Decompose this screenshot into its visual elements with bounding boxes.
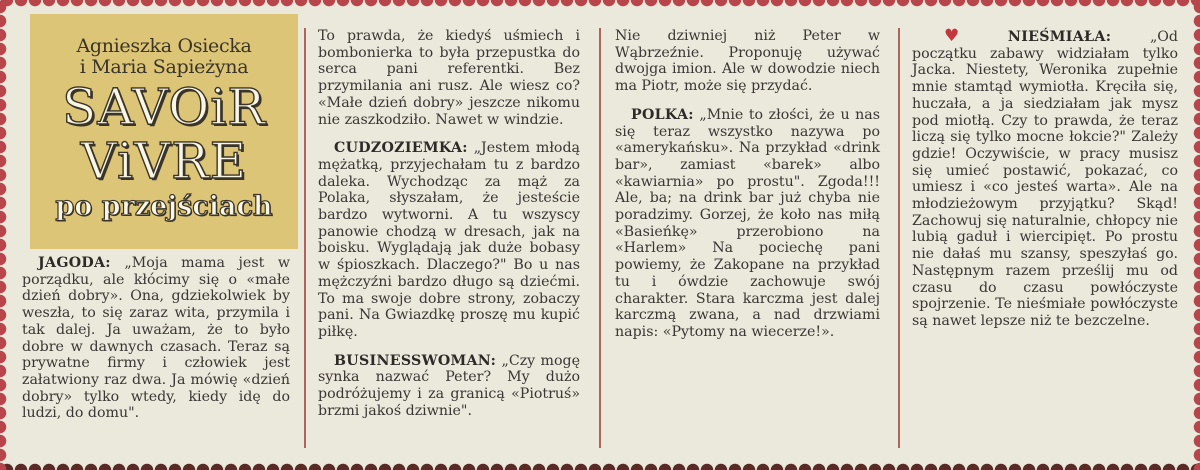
column-4 [912,28,1178,330]
title-savoir: SAVOiR [62,78,266,136]
letter-jagoda [22,255,290,422]
scalloped-border-left [0,0,8,470]
column-1 [22,255,290,422]
column-divider [304,28,306,448]
column-divider [898,28,900,448]
author-line-1: Agnieszka Osiecka [76,35,252,57]
subtitle: po przejściach [55,191,273,222]
authors [30,36,298,78]
speaker-name: JAGODA: [38,255,111,271]
column-2 [318,28,580,419]
letter-businesswoman [318,353,580,420]
answer-businesswoman: Nie dziwniej niż Peter w Wąbrzeźnie. Proponuję używać dwojga imion. Ale w dowodzie niech ma Piotr, może się przydać. [615,28,880,95]
scalloped-border-top [0,0,1200,10]
letter-text: „Czy mogę synka nazwać Peter? My dużo podróżujemy i za granicą «Piotruś» brzmi jakoś dziwnie". [318,352,580,419]
letter-niesmiala [912,28,1178,330]
column-3 [615,28,880,341]
letter-polka [615,107,880,341]
scalloped-border-right [1192,0,1200,470]
letter-text: „Mnie to złości, że u nas się teraz wszystko nazywa po «amerykańsku». Na przykład «drink bar», zamiast «barek» albo «kawiarnia» po prostu". [615,106,881,190]
answer-text: Bo u nas mężczyźni bardzo długo są dziećmi. To ma swoje dobre strony, zobaczy pani. Na Gwiazdkę proszę mu kupić piłkę. [318,257,580,340]
answer-jagoda: To prawda, że kiedyś uśmiech i bombonierka to była przepustka do serca pani referentki. Bez przymilania ani rusz. Ale wiesz co? «Małe dzień dobry» jeszcze nikomu nie zaszkodziło. Nawet w windzie. [318,28,580,128]
speaker-name: BUSINESSWOMAN: [334,352,497,369]
answer-text: Zależy gdzie! Oczywiście, w pracy musisz się umieć postawić, pokazać, co umiesz i «co jesteś warta». Ale na młodzieżowym przyjątku? Skąd! Zachowuj się naturalnie, chłopcy nie lubią gaduł i wiercipięt. Po prostu nie dałaś mu szansy, speszyłaś go. Następnym razem prześlij mu od czasu do czasu powłóczyste spojrzenie. Te nieśmiałe powłóczyste są nawet lepsze niż te bezczelne. [912,129,1178,329]
scalloped-border-bottom [0,460,1200,470]
answer-text: Zgoda!!! Ale, ba; na drink bar już chyba nie poradzimy. Gorzej, że koło nas miłą «Basieńkę» przerobiono na «Harlem» Na pociechę pani powiemy, że Zakopane na przykład tu i ówdzie zachowuje swój charakter. Stara karczma jest dalej karczmą zwana, a nad drzwiami napis: «Pytomy na wiecerze!». [615,173,880,340]
title-box [30,14,298,249]
letter-text: „Jestem młodą mężatką, przyjechałam tu z bardzo daleka. Wychodząc za mąż za Polaka, słyszałam, że jesteście bardzo wytworni. A tu wszyscy panowie chodzą w dresach, jak na boisku. Wyglądają jak duże bobasy w śpioszkach. Dlaczego?" [318,140,580,274]
speaker-name: CUDZOZIEMKA: [334,140,468,157]
author-line-2: i Maria Sapieżyna [79,56,249,78]
heart-icon: ♥ [944,26,960,46]
letter-cudzoziemka [318,140,580,340]
speaker-name: NIEŚMIAŁA: [1007,29,1112,45]
column-divider [599,28,601,448]
title-vivre: ViVRE [80,132,248,190]
letter-text: „Moja mama jest w porządku, ale kłócimy się o «małe dzień dobry». Ona, gdziekolwiek by weszła, to się zaraz wita, przymila i tak dalej. Ja uważam, że to było dobre w dawnych czasach. Teraz są prywatne firmy i człowiek jest załatwiony raz dwa. Ja mówię «dzień dobry» tylko wtedy, kiedy idę do ludzi, do domu". [22,255,290,422]
letter-text: „Od początku zabawy widziałam tylko Jacka. Niestety, Weronika zupełnie mnie stamtąd wymiotła. Kręciła się, huczała, a ja siedziałam jak mysz pod miotłą. Czy to prawda, że teraz liczą się tylko mocne łokcie?" [912,29,1179,146]
speaker-name: POLKA: [631,106,694,123]
